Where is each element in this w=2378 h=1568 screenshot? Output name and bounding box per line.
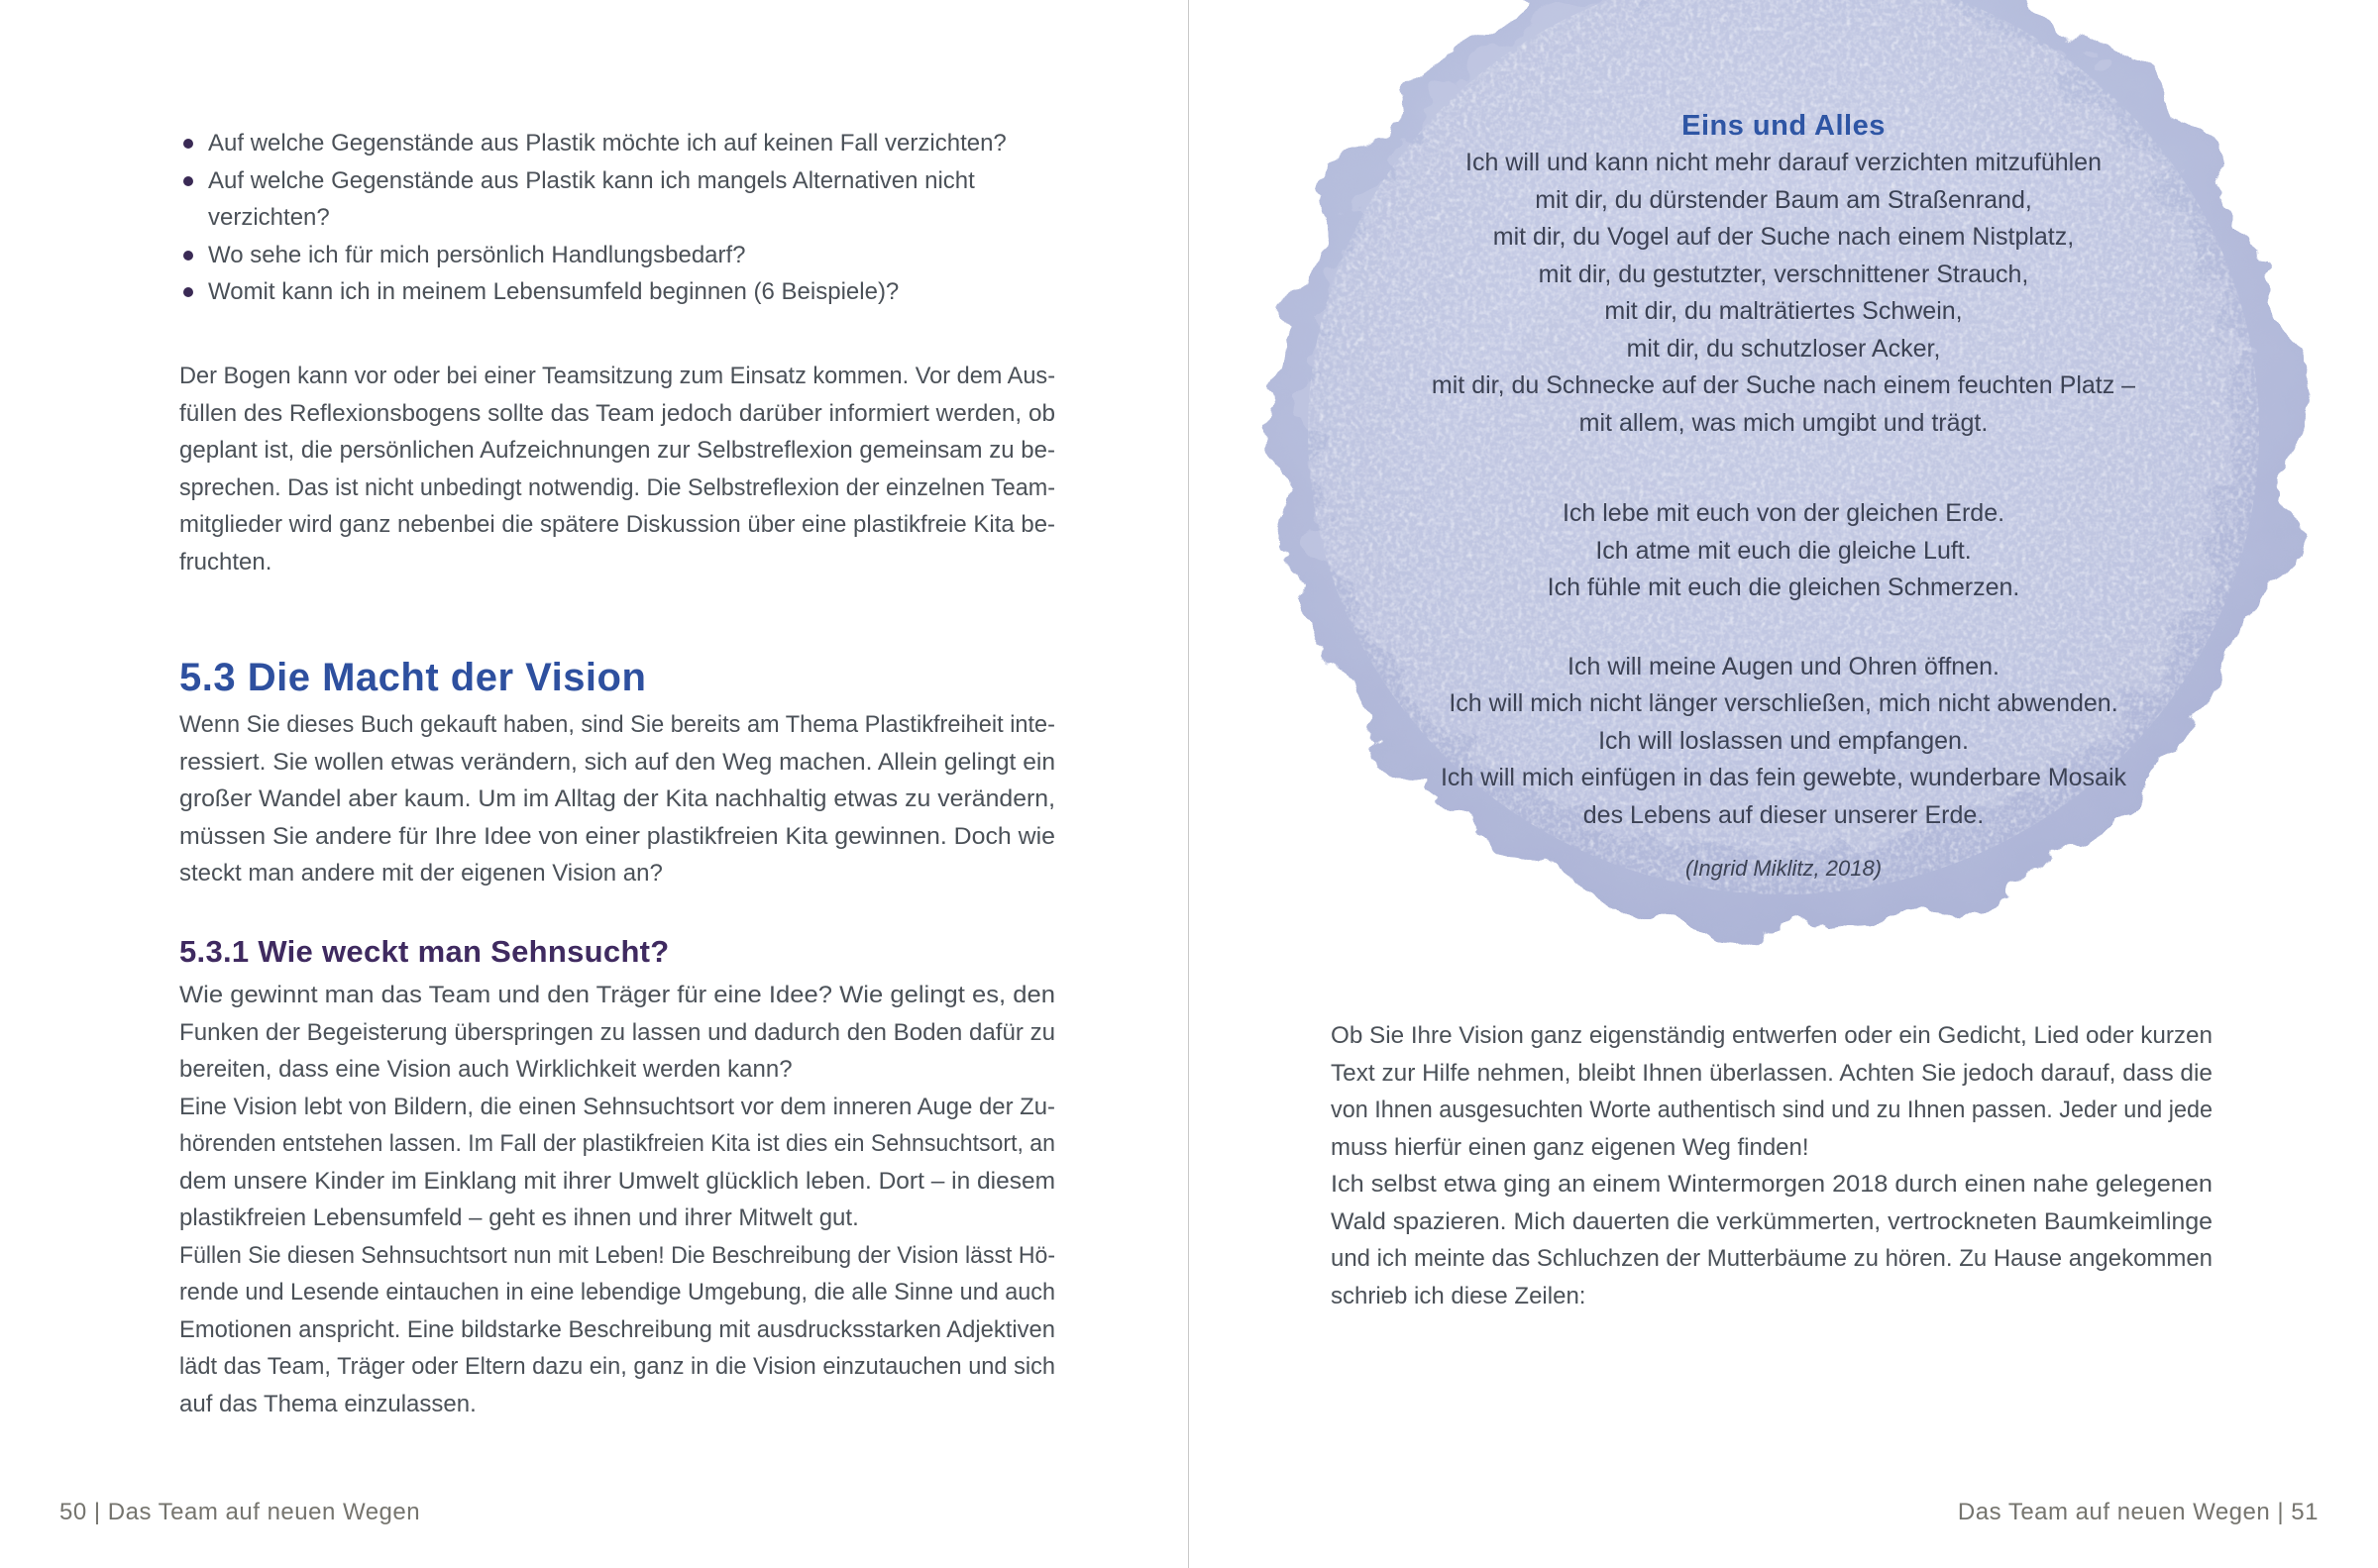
poem-stanza: Ich will meine Augen und Ohren öffnen. Ich will mich nicht länger verschließen, mich nicht abwenden. Ich will loslassen und empfangen. Ich will mich einfügen in das fein gewebte, wunderbare Mosaik des Lebens auf dieser unserer Erde. — [1440, 652, 2127, 829]
bullet-text: Wo sehe ich für mich persönlich Handlungsbedarf? — [208, 241, 746, 268]
right-page-body — [1331, 1017, 2213, 1314]
bullet-text: Auf welche Gegenstände aus Plastik möchte ich auf keinen Fall verzichten? — [208, 130, 1007, 157]
body-paragraph: Ich selbst etwa ging an einem Wintermorgen 2018 durch einen nahe gelegenen Wald spazieren. Mich dauerten die verkümmerten, vertrockneten Baumkeimlinge und ich meinte das Schluchzen der Mutterbäume zu hören. Zu Hause angekommen schrieb ich diese Zeilen: — [1331, 1171, 2214, 1309]
reflection-question-list — [181, 125, 1057, 311]
poem — [1189, 107, 2378, 884]
section-heading: 5.3 Die Macht der Vision — [179, 656, 647, 699]
subsection-paragraph: Eine Vision lebt von Bildern, die einen Sehnsuchtsort vor dem inneren Auge der Zu- hörenden entstehen lassen. Im Fall der plastikfreien Kita ist dies ein Sehnsuchtsort, an dem unsere Kinder im Einklang mit ihrer Umwelt glücklich leben. Dort – in diesem plastikfreien Lebensumfeld – geht es ihnen und ihrer Mitwelt gut. — [179, 1093, 1056, 1231]
bullet-dot — [183, 176, 193, 186]
poem-title: Eins und Alles — [1681, 110, 1886, 142]
poem-attribution: (Ingrid Miklitz, 2018) — [1684, 856, 1883, 881]
poem-stanza: Ich will und kann nicht mehr darauf verzichten mitzufühlen mit dir, du dürstender Baum am Straßenrand, mit dir, du Vogel auf der Suche nach einem Nistplatz, mit dir, du gestutzter, verschnittener Strauch, mit dir, du malträtiertes Schwein, mit dir, du schutzloser Acker, mit dir, du Schnecke auf der Suche nach einem feuchten Platz – mit allem, was mich umgibt und trägt. — [1431, 149, 2136, 437]
page-footer-right: Das Team auf neuen Wegen | 51 — [1957, 1499, 2319, 1525]
page-footer-left: 50 | Das Team auf neuen Wegen — [59, 1499, 421, 1525]
section-paragraph: Wenn Sie dieses Buch gekauft haben, sind Sie bereits am Thema Plastikfreiheit inte- ressiert. Sie wollen etwas verändern, sich auf den Weg machen. Allein gelingt ein großer Wandel aber kaum. Um im Alltag der Kita nachhaltig etwas zu verändern, müssen Sie andere für Ihre Idee von einer plastikfreien Kita gewinnen. Doch wie steckt man andere mit der eigenen Vision an? — [179, 711, 1056, 887]
bullet-text: Auf welche Gegenstände aus Plastik kann ich mangels Alternativen nicht verzichten? — [208, 166, 975, 231]
list-item — [181, 237, 1057, 274]
poem-stanza: Ich lebe mit euch von der gleichen Erde. Ich atme mit euch die gleiche Luft. Ich fühle mit euch die gleichen Schmerzen. — [1547, 499, 2020, 601]
subsection-paragraph: Füllen Sie diesen Sehnsuchtsort nun mit Leben! Die Beschreibung der Vision lässt Hö- rende und Lesende eintauchen in eine lebendige Umgebung, die alle Sinne und auch Emotionen anspricht. Eine bildstarke Beschreibung mit ausdrucksstarken Adjektiven lädt das Team, Träger oder Eltern dazu ein, ganz in die Vision einzutauchen und sich auf das Thema einzulassen. — [179, 1241, 1056, 1417]
subsection-paragraph: Wie gewinnt man das Team und den Träger für eine Idee? Wie gelingt es, den Funken der Begeisterung überspringen zu lassen und dadurch den Boden dafür zu bereiten, dass eine Vision auch Wirklichkeit werden kann? — [179, 982, 1056, 1083]
intro-paragraph: Der Bogen kann vor oder bei einer Teamsitzung zum Einsatz kommen. Vor dem Aus- füllen des Reflexionsbogens sollte das Team jedoch darüber informiert werden, ob geplant ist, die persönlichen Aufzeichnungen zur Selbstreflexion gemeinsam zu be- sprechen. Das ist nicht unbedingt notwendig. Die Selbstreflexion der einzelnen Team- mitglieder wird ganz nebenbei die spätere Diskussion über eine plastikfreie Kita be- fruchten. — [179, 363, 1056, 575]
subsection-heading: 5.3.1 Wie weckt man Sehnsucht? — [179, 934, 670, 969]
bullet-dot — [183, 139, 193, 149]
list-item — [181, 273, 1057, 311]
bullet-text: Womit kann ich in meinem Lebensumfeld beginnen (6 Beispiele)? — [208, 278, 900, 305]
subsection-body — [179, 977, 1055, 1422]
list-item — [181, 125, 1057, 162]
bullet-dot — [183, 251, 193, 261]
list-item — [181, 162, 1057, 237]
body-paragraph: Ob Sie Ihre Vision ganz eigenständig entwerfen oder ein Gedicht, Lied oder kurzen Text zur Hilfe nehmen, bleibt Ihnen überlassen. Achten Sie jedoch darauf, dass die von Ihnen ausgesuchten Worte authentisch sind und zu Ihnen passen. Jeder und jede muss hierfür einen ganz eigenen Weg finden! — [1331, 1022, 2214, 1161]
bullet-dot — [183, 287, 193, 297]
